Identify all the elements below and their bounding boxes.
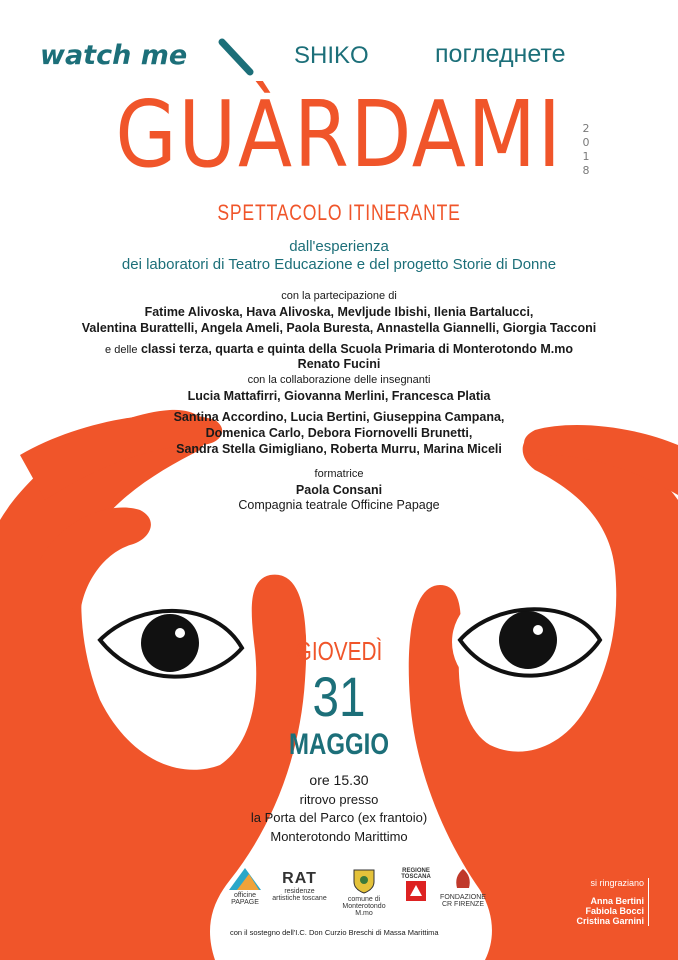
rat-sub: residenze artistiche toscane — [272, 888, 327, 902]
comune-label: comune di Monterotondo M.mo — [342, 896, 386, 917]
comune-crest-icon — [353, 868, 375, 894]
main-title: GUÀRDAMI — [115, 81, 563, 188]
event-time: ore 15.30 — [309, 772, 369, 788]
year-digit: 2 — [582, 122, 590, 135]
fondazione-emblem-icon — [451, 868, 475, 892]
fondazione-label: FONDAZIONE CR FIRENZE — [440, 894, 486, 908]
logo-fondazione — [440, 868, 486, 908]
participation-names-1: Fatime Alivoska, Hava Alivoska, Mevljude Ibishi, Ilenia Bartalucci, — [144, 305, 534, 319]
year-digit: 8 — [582, 164, 590, 177]
subtitle: SPETTACOLO ITINERANTE — [217, 200, 461, 225]
trainer-label: formatrice — [314, 468, 364, 480]
officine-label: officine PAPAGE — [231, 892, 259, 906]
classes-line1 — [0, 342, 678, 356]
year-digit: 0 — [582, 136, 590, 149]
support-note: con il sostegno dell'I.C. Don Curzio Breschi di Massa Marittima — [230, 928, 439, 937]
classes-text: classi terza, quarta e quinta della Scuola Primaria di Monterotondo M.mo — [140, 342, 573, 356]
title-english: watch me — [40, 40, 188, 71]
header-slash — [222, 42, 250, 72]
thanks-block — [560, 878, 649, 926]
participation-intro: con la partecipazione di — [281, 290, 397, 302]
title-albanian: SHIKO — [294, 42, 369, 69]
collaboration-names: Lucia Mattafirri, Giovanna Merlini, Francesca Platia — [187, 389, 491, 403]
trainer-name: Paola Consani — [295, 483, 383, 497]
event-meet: ritrovo presso — [299, 792, 379, 807]
logo-regione — [396, 868, 436, 904]
logo-comune — [338, 868, 390, 917]
thanks-name: Fabiola Bocci — [585, 906, 644, 916]
thanks-name: Cristina Garnini — [576, 916, 644, 926]
regione-emblem-icon — [405, 880, 427, 902]
officine-logo-icon — [229, 868, 261, 890]
teachers-line2: Domenica Carlo, Debora Fiornovelli Brunetti, — [205, 426, 473, 440]
rat-label: RAT — [282, 870, 317, 887]
classes-prefix: e delle — [105, 344, 138, 356]
thanks-label: si ringraziano — [590, 878, 644, 888]
event-day: GIOVEDÌ — [295, 636, 383, 666]
participation-names-2: Valentina Burattelli, Angela Ameli, Paola Buresta, Annastella Giannelli, Giorgia Tacconi — [81, 321, 597, 335]
logo-officine — [220, 868, 270, 906]
event-date: 31 — [312, 665, 366, 728]
classes-line2: Renato Fucini — [297, 357, 381, 371]
event-month: MAGGIO — [289, 728, 389, 761]
year-vertical — [580, 122, 592, 178]
experience-line1: dall'esperienza — [289, 238, 389, 255]
year-digit: 1 — [582, 150, 590, 163]
thanks-name: Anna Bertini — [590, 896, 644, 906]
teachers-line1: Santina Accordino, Lucia Bertini, Giuseppina Campana, — [173, 410, 505, 424]
collaboration-intro: con la collaborazione delle insegnanti — [247, 374, 431, 386]
title-bulgarian: погледнете — [435, 40, 566, 68]
right-eye-highlight — [533, 625, 543, 635]
logo-rat — [272, 870, 327, 902]
regione-label: REGIONE TOSCANA — [401, 868, 431, 880]
teachers-line3: Sandra Stella Gimigliano, Roberta Murru, Marina Miceli — [176, 442, 502, 456]
event-place: la Porta del Parco (ex frantoio) — [250, 810, 428, 825]
trainer-company: Compagnia teatrale Officine Papage — [238, 498, 440, 512]
event-town: Monterotondo Marittimo — [270, 829, 408, 844]
experience-line2: dei laboratori di Teatro Educazione e del progetto Storie di Donne — [121, 256, 557, 273]
